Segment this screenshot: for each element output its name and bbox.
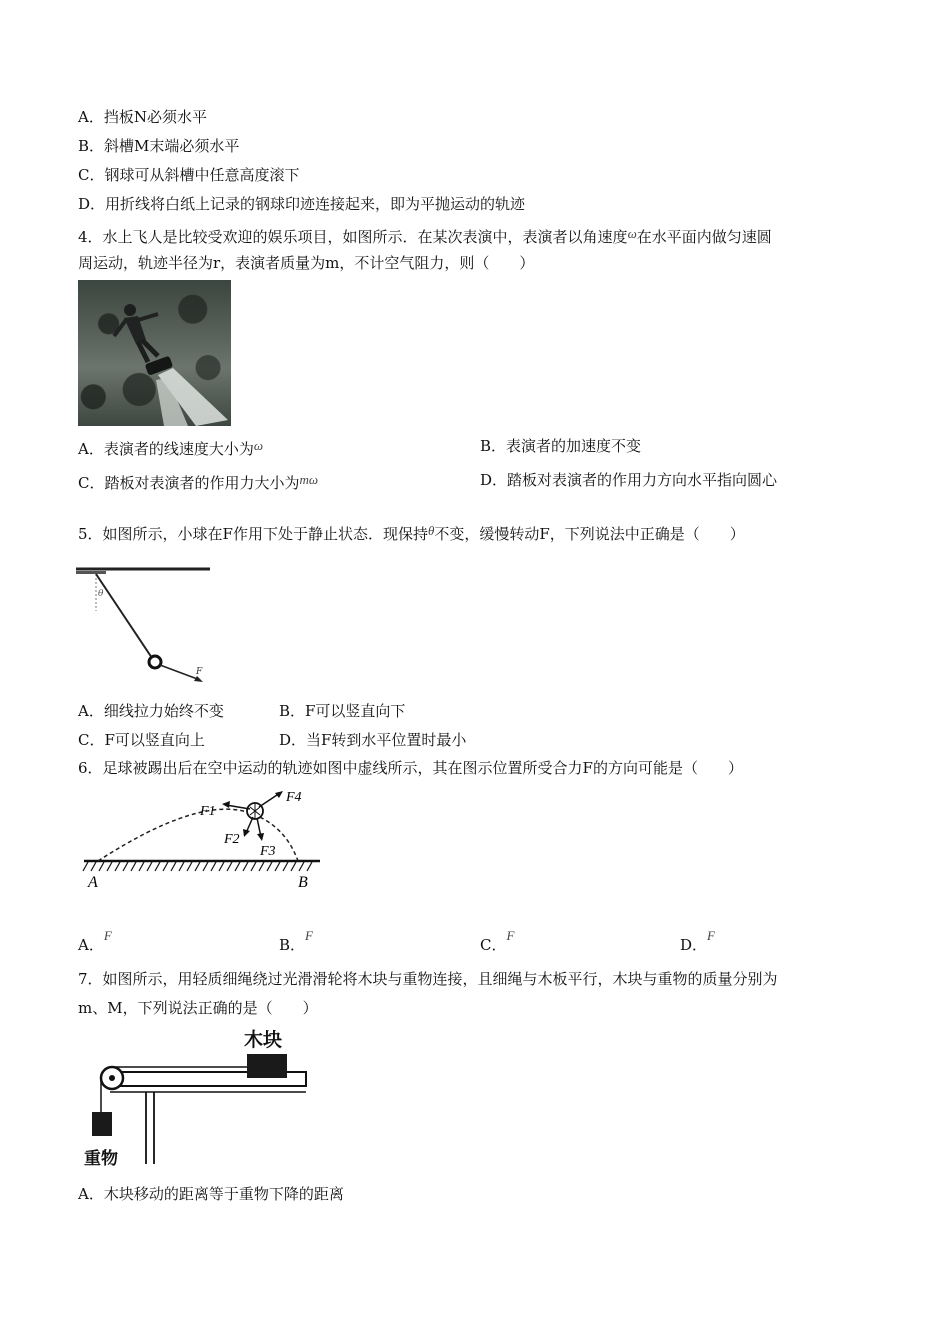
q4-stem-line1: 4．水上飞人是比较受欢迎的娱乐项目，如图所示．在某次表演中，表演者以角速度ω在水平面内做匀速圆 — [78, 226, 772, 246]
q6-option-c: C．F — [480, 928, 515, 954]
q4-option-b: B．表演者的加速度不变 — [480, 437, 642, 455]
q6-option-b: B．F — [279, 928, 313, 954]
q6-stem: 6．足球被踢出后在空中运动的轨迹如图中虚线所示，其在图示位置所受合力F的方向可能是（ ） — [78, 759, 743, 777]
theta-symbol: θ — [427, 523, 435, 538]
q4-option-d: D．踏板对表演者的作用力方向水平指向圆心 — [480, 471, 778, 489]
q5-stem: 5．如图所示，小球在F作用下处于静止状态．现保持θ不变，缓慢转动F，下列说法中正确是（ ） — [78, 523, 745, 543]
q4-stem-line2: 周运动，轨迹半径为r，表演者质量为m，不计空气阻力，则（ ） — [78, 254, 535, 272]
pendulum-diagram — [76, 566, 216, 690]
q7-stem-line1: 7．如图所示，用轻质细绳绕过光滑滑轮将木块与重物连接，且细绳与木板平行，木块与重物的质量分别为 — [78, 970, 778, 988]
weight-label: 重物 — [84, 1149, 118, 1169]
q3-option-c: C．钢球可从斜槽中任意高度滚下 — [78, 166, 300, 184]
q3-option-d: D．用折线将白纸上记录的钢球印迹连接起来，即为平抛运动的轨迹 — [78, 195, 526, 213]
football-trajectory-diagram — [80, 785, 325, 893]
q7-stem-line2: m、M，下列说法正确的是（ ） — [78, 999, 318, 1017]
point-a-label: A — [88, 874, 98, 891]
q4-option-c: C．踏板对表演者的作用力大小为mω — [78, 472, 319, 492]
block-label: 木块 — [244, 1029, 283, 1051]
f4-label: F4 — [286, 790, 302, 805]
water-jetpack-photo — [78, 280, 231, 426]
q5-option-b: B．F可以竖直向下 — [279, 702, 406, 720]
q3-option-b: B．斜槽M末端必须水平 — [78, 137, 240, 155]
force-f-label: F — [196, 667, 203, 677]
f2-label: F2 — [224, 832, 240, 847]
q5-option-a: A．细线拉力始终不变 — [78, 702, 224, 720]
q7-option-a: A．木块移动的距离等于重物下降的距离 — [78, 1185, 344, 1203]
q4-option-a: A．表演者的线速度大小为ω — [78, 438, 264, 458]
q3-option-a: A．挡板N必须水平 — [78, 108, 207, 126]
q5-option-c: C．F可以竖直向上 — [78, 731, 205, 749]
pulley-block-diagram — [84, 1024, 314, 1172]
q6-option-d: D．F — [680, 928, 715, 954]
f1-label: F1 — [200, 804, 216, 819]
q6-option-a: A．F — [78, 928, 112, 954]
f3-label: F3 — [260, 844, 276, 859]
omega-symbol: ω — [627, 226, 637, 241]
point-b-label: B — [298, 874, 308, 891]
pendulum-theta-label: θ — [98, 589, 104, 599]
q5-option-d: D．当F转到水平位置时最小 — [279, 731, 467, 749]
